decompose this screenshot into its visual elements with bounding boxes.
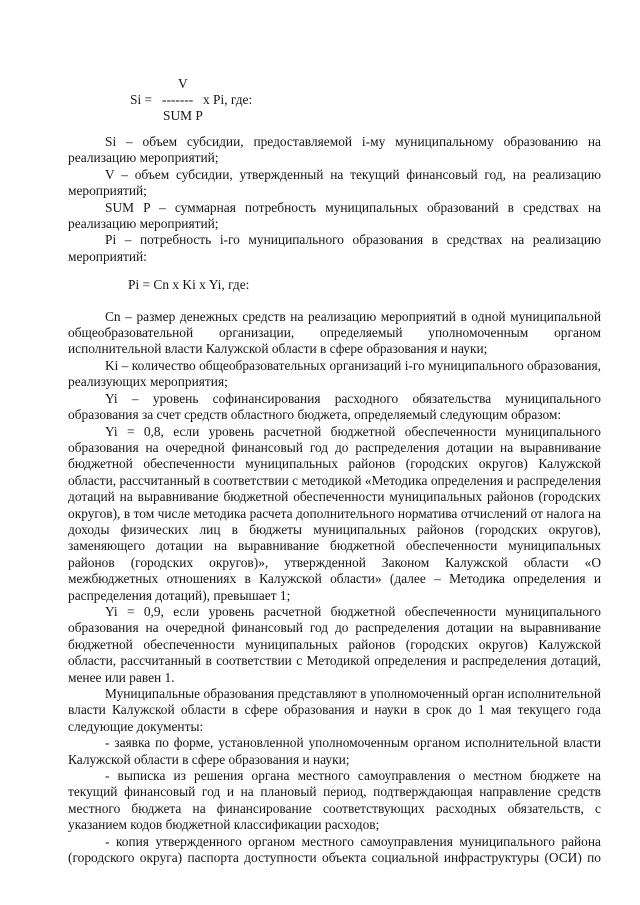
formula-rhs: x Pi, где:	[203, 92, 253, 107]
formula-denominator: SUM P	[163, 108, 203, 123]
documents-intro: Муниципальные образования представляют в уполномоченный орган исполнительной власти Калужской области в сфере образования и науки в срок до 1 мая текущего года следующие документы:	[68, 686, 601, 734]
def-yi-0-9: Yi = 0,9, если уровень расчетной бюджетной обеспеченности муниципального образования на очередной финансовый год до распределения дотации на выравнивание бюджетной обеспеченности муниципальных районов (городских округов) Калужской области, рассчитанный в соответствии с Методикой определения и распределения дотаций, менее или равен 1.	[68, 603, 601, 685]
def-pi: Pi – потребность i-го муниципального образования в средствах на реализацию мероприятий:	[68, 232, 601, 264]
subsidy-formula	[130, 76, 330, 124]
def-sum-p: SUM P – суммарная потребность муниципальных образований в средствах на реализацию мероприятий;	[68, 199, 601, 232]
documents-item-budget-extract: - выписка из решения органа местного самоуправления о местном бюджете на текущий финансовый год и на плановый период, подтверждающая направление средств местного бюджета на финансирование соответствующих расходных обязательств, с указанием кодов бюджетной классификации расходов;	[68, 768, 601, 833]
formula-fraction-line: -------	[162, 92, 194, 107]
def-yi: Yi – уровень софинансирования расходного обязательства муниципального образования за счет средств областного бюджета, определяемый следующим образом:	[68, 390, 601, 423]
formula-numerator: V	[178, 76, 188, 91]
def-cn: Cn – размер денежных средств на реализацию мероприятий в одной муниципальной общеобразовательной организации, определяемый уполномоченным органом исполнительной власти Калужской области в сфере образования и науки;	[68, 308, 601, 357]
def-yi-0-8: Yi = 0,8, если уровень расчетной бюджетной обеспеченности муниципального образования на очередной финансовый год до распределения дотации на выравнивание бюджетной обеспеченности муниципальных районов (городских округов) Калужской области, рассчитанный в соответствии с методикой «Методика определения и распределения дотаций на выравнивание бюджетной обеспеченности муниципальных районов (городских округов), в том числе методика расчета дополнительного норматива отчислений от налога на доходы физических лиц в бюджеты муниципальных районов (городских округов), заменяющего дотации на выравнивание бюджетной обеспеченности муниципальных районов (городских округов)», утвержденной Законом Калужской области «О межбюджетных отношениях в Калужской области» (далее – Методика определения и распределения дотаций), превышает 1;	[68, 423, 601, 603]
need-formula: Pi = Cn x Ki x Yi, где:	[128, 277, 250, 293]
def-si: Si – объем субсидии, предоставляемой i-му муниципальному образованию на реализацию мероприятий;	[68, 134, 601, 166]
def-ki: Ki – количество общеобразовательных организаций i-го муниципального образования, реализующих мероприятия;	[68, 357, 601, 390]
documents-item-passport-copy: - копия утвержденного органом местного самоуправления муниципального района (городского округа) паспорта доступности объекта социальной инфраструктуры (ОСИ) по	[68, 833, 601, 866]
def-v: V – объем субсидии, утвержденный на текущий финансовый год, на реализацию мероприятий;	[68, 166, 601, 199]
formula-lhs: Si =	[130, 92, 153, 107]
document-body	[68, 134, 601, 866]
documents-item-application: - заявка по форме, установленной уполномоченным органом исполнительной власти Калужской области в сфере образования и науки;	[68, 735, 601, 767]
